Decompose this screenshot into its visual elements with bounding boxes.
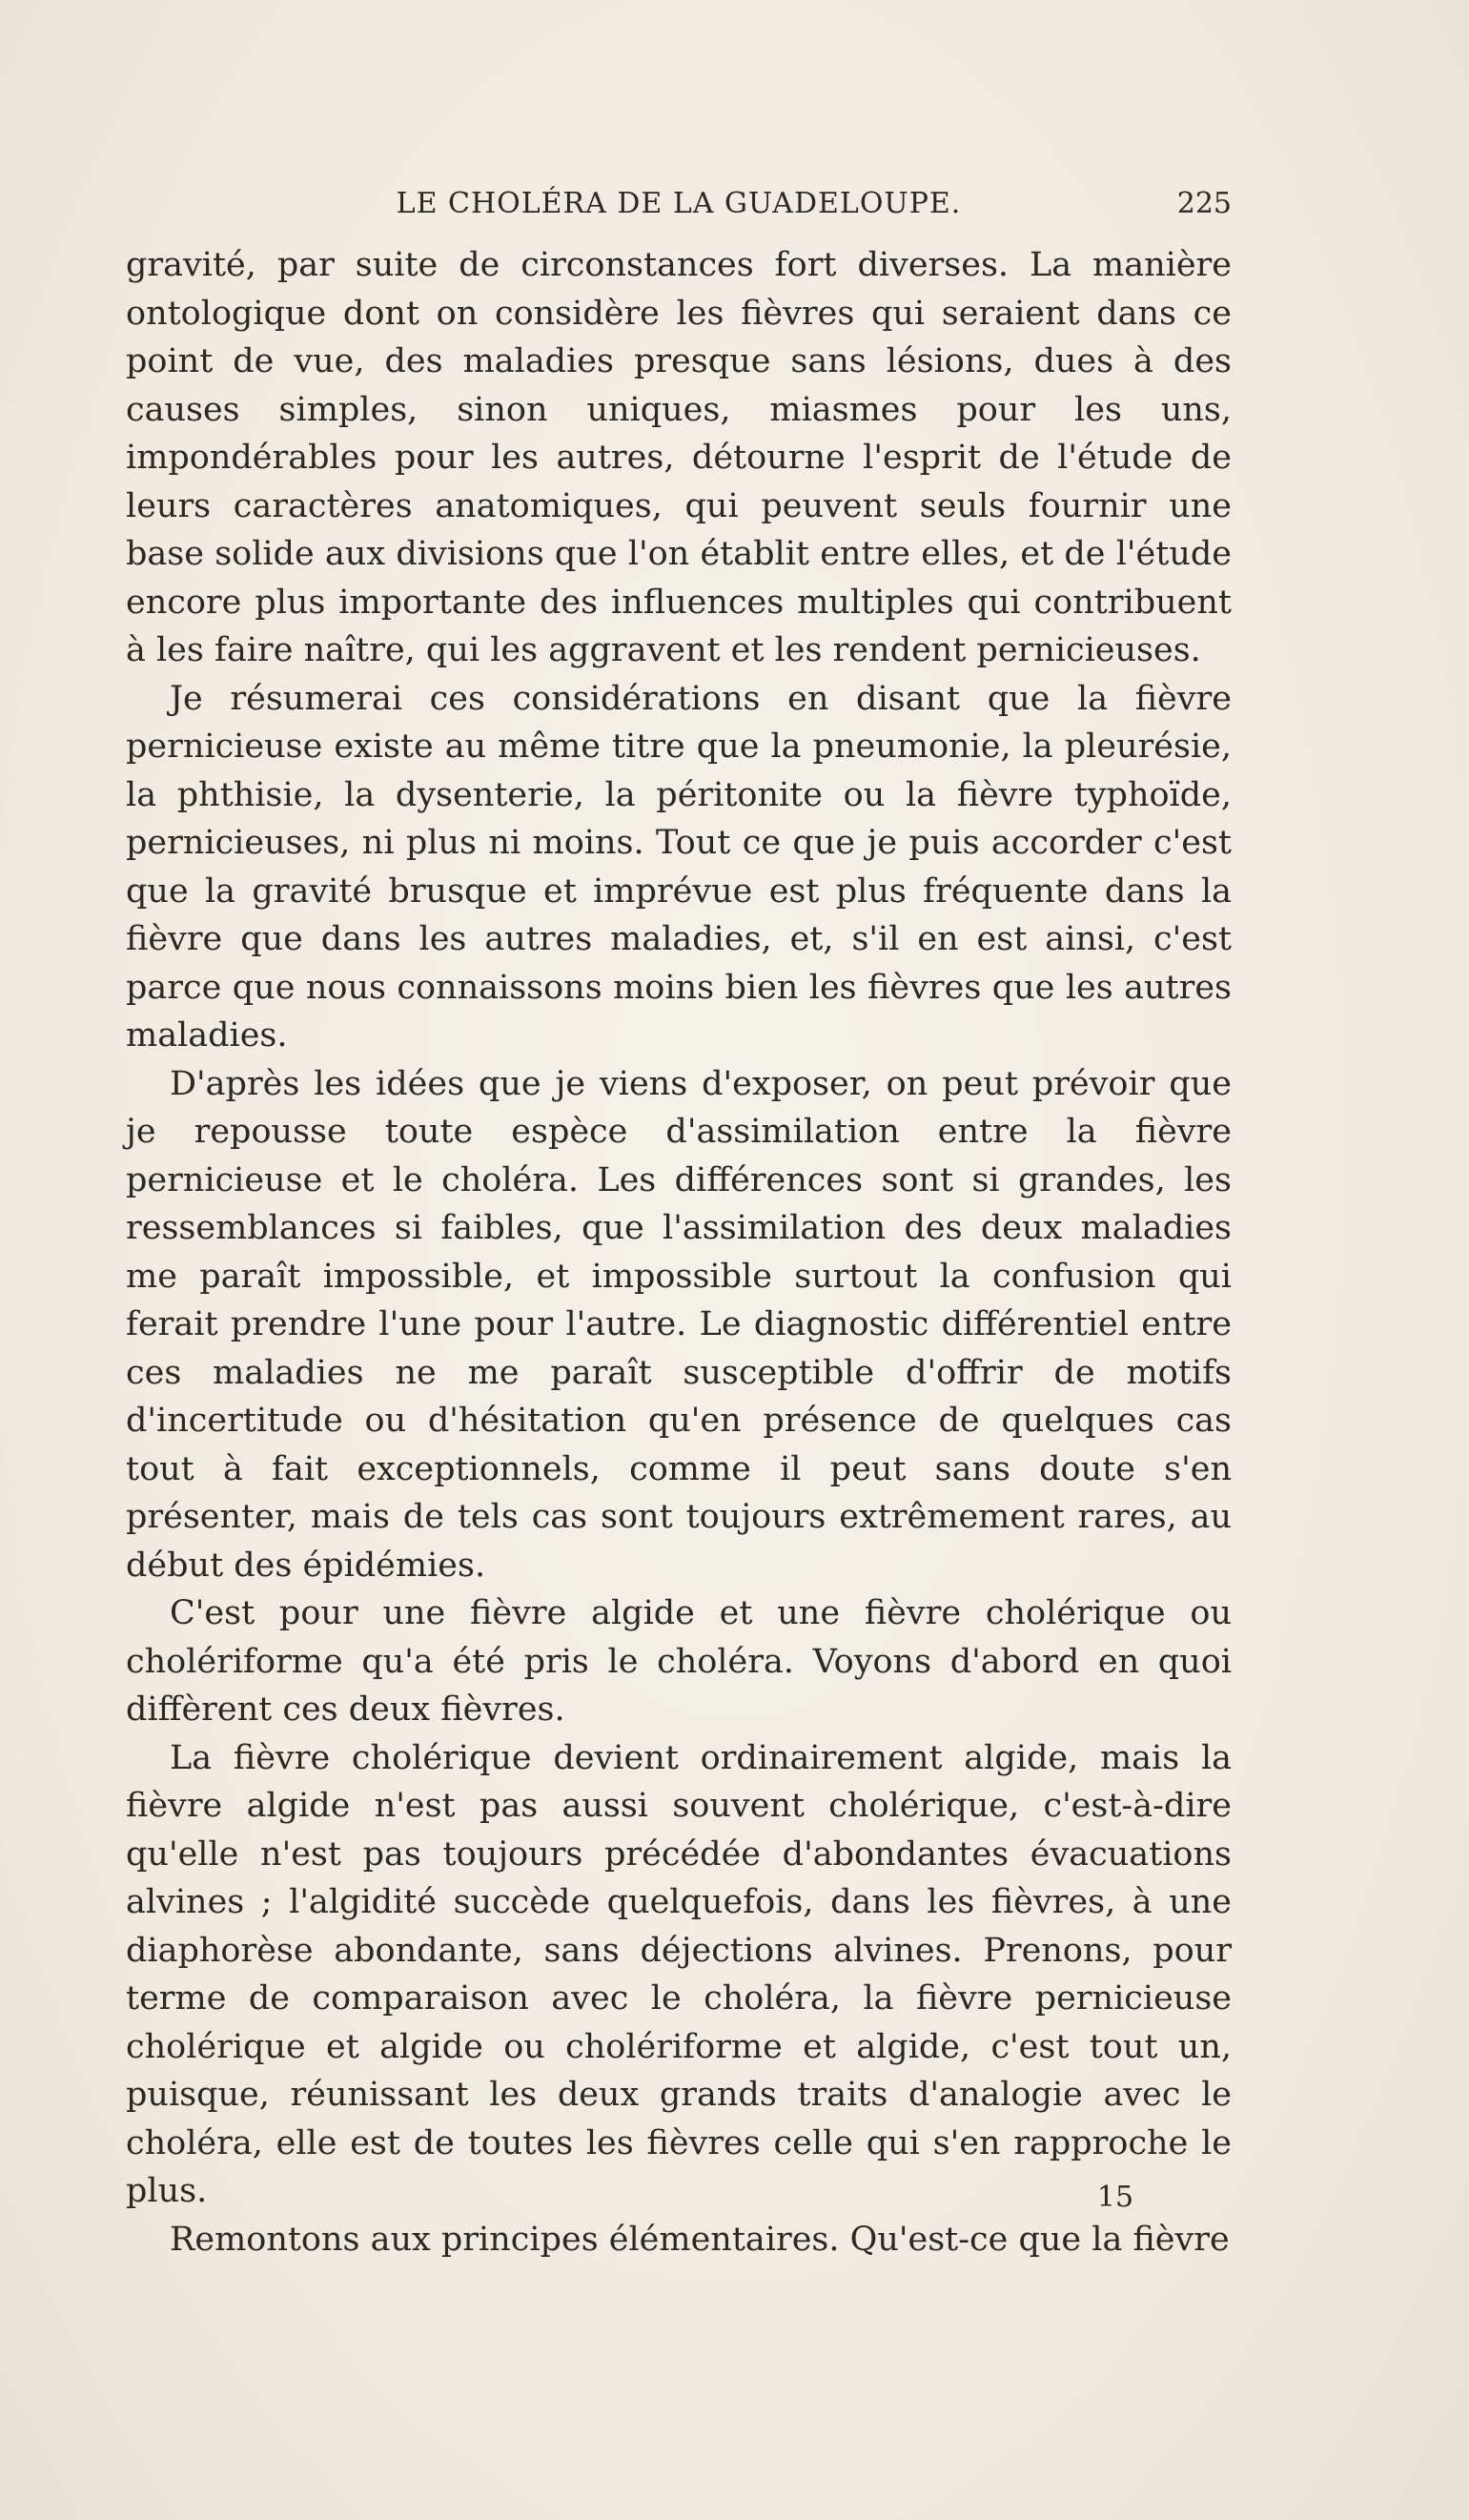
paragraph-2: Je résumerai ces considérations en disant que la fièvre pernicieuse existe au même titre que la pneumonie, la pleurésie, la phthisie, la dysenterie, la péritonite ou la fièvre typhoïde, pernicieuses, ni plus ni moins. Tout ce que je puis accorder c'est que la gravité brusque et imprévue est plus fréquente dans la fièvre que dans les autres maladies, et, s'il en est ainsi, c'est parce que nous connaissons moins bien les fièvres que les autres maladies.: [126, 679, 1232, 1055]
body-text: [126, 241, 1232, 2264]
paragraph-5: La fièvre cholérique devient ordinairement algide, mais la fièvre algide n'est pas aussi souvent cholérique, c'est-à-dire qu'elle n'est pas toujours précédée d'abondantes évacuations alvines ; l'algidité succède quelquefois, dans les fièvres, à une diaphorèse abondante, sans déjections alvines. Prenons, pour terme de comparaison avec le choléra, la fièvre pernicieuse cholérique et algide ou cholériforme et algide, c'est tout un, puisque, réunissant les deux grands traits d'analogie avec le choléra, elle est de toutes les fièvres celle qui s'en rapproche le plus.: [126, 1738, 1232, 2210]
paragraph-6: Remontons aux principes élémentaires. Qu'est-ce que la fièvre: [170, 2220, 1230, 2259]
paragraph-1: gravité, par suite de circonstances fort diverses. La manière ontologique dont on considère les fièvres qui seraient dans ce point de vue, des maladies presque sans lésions, dues à des causes simples, sinon uniques, miasmes pour les uns, impondérables pour les autres, détourne l'esprit de l'étude de leurs caractères anatomiques, qui peuvent seuls fournir une base solide aux divisions que l'on établit entre elles, et de l'étude encore plus importante des influences multiples qui contribuent à les faire naître, qui les aggravent et les rendent pernicieuses.: [126, 246, 1232, 669]
signature-mark: 15: [1096, 2181, 1134, 2214]
page-number: 225: [1176, 187, 1232, 220]
paragraph-3: D'après les idées que je viens d'exposer, on peut prévoir que je repousse toute espèce d'assimilation entre la fièvre pernicieuse et le choléra. Les différences sont si grandes, les ressemblances si faibles, que l'assimilation des deux maladies me paraît impossible, et impossible surtout la confusion qui ferait prendre l'une pour l'autre. Le diagnostic différentiel entre ces maladies ne me paraît susceptible d'offrir de motifs d'incertitude ou d'hésitation qu'en présence de quelques cas tout à fait exceptionnels, comme il peut sans doute s'en présenter, mais de tels cas sont toujours extrêmement rares, au début des épidémies.: [126, 1064, 1232, 1585]
running-title: LE CHOLÉRA DE LA GUADELOUPE.: [396, 187, 962, 220]
page-header: [126, 187, 1232, 229]
paragraph-4: C'est pour une fièvre algide et une fièvre cholérique ou cholériforme qu'a été pris le choléra. Voyons d'abord en quoi diffèrent ces deux fièvres.: [126, 1594, 1232, 1729]
